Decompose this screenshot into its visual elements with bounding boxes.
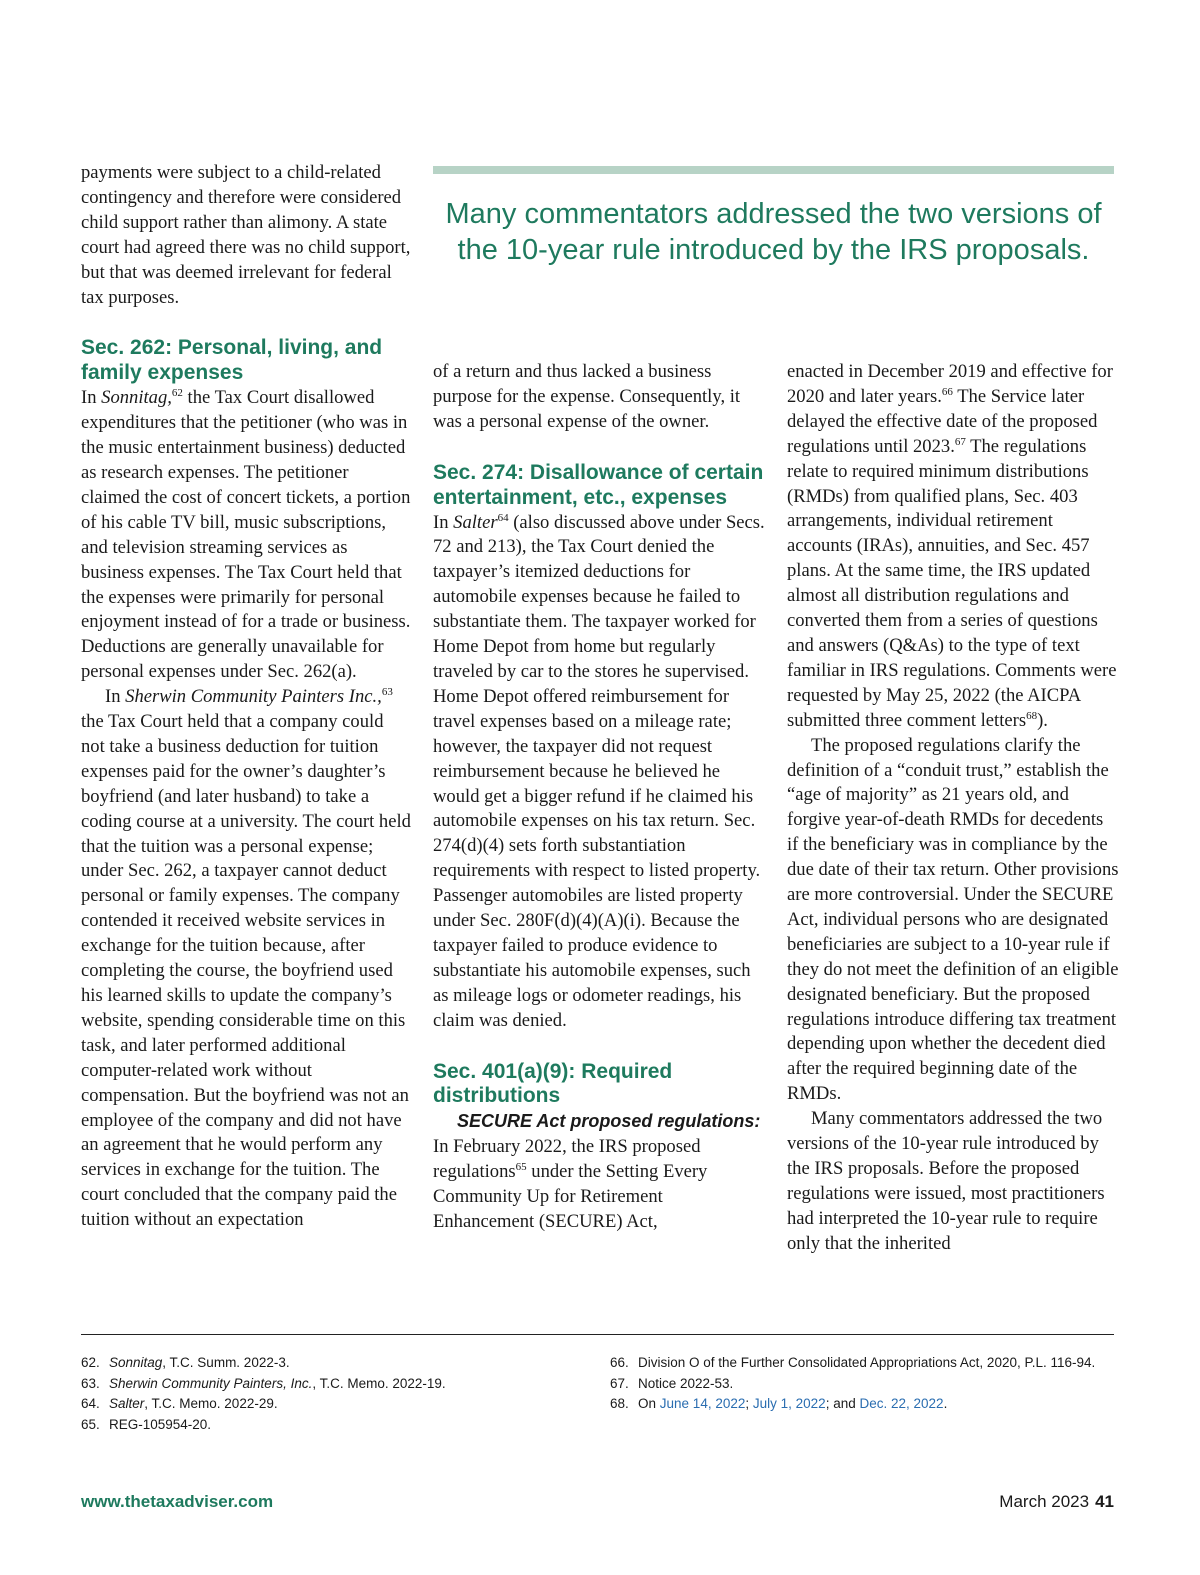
column-3 [787, 360, 1119, 1257]
comment-letter-link-2[interactable]: July 1, 2022 [752, 1396, 826, 1411]
footnote: 63. Sherwin Community Painters, Inc., T.C. Memo. 2022-19. [81, 1375, 446, 1391]
paragraph: Many commentators addressed the two versions of the 10-year rule introduced by the IRS proposals. Before the proposed regulations were issued, most practitioners had interpreted the 10-year rule to require only that the inherited [787, 1108, 1105, 1254]
column-2 [433, 360, 765, 1235]
footnotes-left [81, 1353, 581, 1435]
paragraph: In Sherwin Community Painters Inc.,$^{63}$ the Tax Court held that a company could not take a business deduction for tuition expenses paid for the owner’s daughter’s boyfriend (and later husband) to take a coding course at a university. The court held that the tuition was a personal expense; under Sec. 262, a taxpayer cannot deduct personal or family expenses. The company contended it received website services in exchange for the tuition because, after completing the course, the boyfriend used his learned skills to update the company’s website, spending considerable time on this task, and later performed additional computer-related work without compensation. But the boyfriend was not an employee of the company and did not have an agreement that he would perform any services in exchange for the tuition. The court concluded that the company paid the tuition without an expectation [81, 685, 411, 1231]
footnote: 66. Division O of the Further Consolidated Appropriations Act, 2020, P.L. 116-94. [610, 1355, 1096, 1370]
footer-website-link[interactable]: www.thetaxadviser.com [81, 1492, 274, 1511]
section-heading: Sec. 274: Disallowance of certain entertainment, etc., expenses [433, 460, 764, 509]
pull-quote-bar [433, 166, 1114, 174]
footnote-ref[interactable]: 64 [497, 511, 509, 524]
pull-quote: Many commentators addressed the two versions of the 10-year rule introduced by the IRS proposals. [445, 198, 1102, 266]
paragraph: payments were subject to a child-related contingency and therefore were considered child support rather than alimony. A state court had agreed there was no child support, but that was deemed irrelevant for federal tax purposes. [81, 162, 411, 308]
footer-issue [999, 1492, 1114, 1512]
section-heading: Sec. 401(a)(9): Required distributions [433, 1059, 673, 1108]
paragraph: In Salter$^{64}$ (also discussed above under Secs. 72 and 213), the Tax Court denied the taxpayer’s itemized deductions for automobile expenses because he failed to substantiate them. The taxpayer worked for Home Depot from home but regularly traveled by car to the stores he supervised. Home Depot offered reimbursement for travel expenses based on a mileage rate; however, the taxpayer did not request reimbursement because he believed he would get a bigger refund if he claimed his automobile expenses on his tax return. Sec. 274(d)(4) sets forth substantiation requirements with respect to listed property. Passenger automobiles are listed property under Sec. 280F(d)(4)(A)(i). Because the taxpayer failed to produce evidence to substantiate his automobile expenses, such as mileage logs or odometer readings, his claim was denied. [433, 511, 765, 1031]
footnote-ref[interactable]: 62 [171, 387, 183, 400]
paragraph: In Sonnitag,$^{62}$ the Tax Court disallowed expenditures that the petitioner (who was in the music entertainment business) deducted as research expenses. The petitioner claimed the cost of concert tickets, a portion of his cable TV bill, music subscriptions, and television streaming services as business expenses. The Tax Court held that the expenses were primarily for personal enjoyment instead of for a trade or business. Deductions are generally unavailable for personal expenses under Sec. 262(a). [81, 387, 411, 683]
footnote-ref[interactable]: 66 [941, 385, 953, 398]
footnote-ref[interactable]: 68 [1026, 709, 1038, 722]
case-name: Sherwin Community Painters Inc., [125, 686, 382, 708]
paragraph: The proposed regulations clarify the definition of a “conduit trust,” establish the “age of majority” as 21 years old, and forgive year-of-death RMDs for decedents if the beneficiary was in compliance by the due date of their tax return. Other provisions are more controversial. Under the SECURE Act, individual persons who are designated beneficiaries are subject to a 10-year rule if they do not meet the definition of an eligible designated beneficiary. But the proposed regulations introduce differing tax treatment depending upon whether the decedent died after the required beginning date of the RMDs. [787, 734, 1119, 1105]
footnote: 64. Salter, T.C. Memo. 2022-29. [81, 1396, 278, 1411]
section-heading: Sec. 262: Personal, living, and family expenses [81, 336, 383, 385]
footnote: 62. Sonnitag, T.C. Summ. 2022-3. [81, 1355, 290, 1370]
footnote: 68. On June 14, 2022; July 1, 2022; and Dec. 22, 2022. [610, 1396, 948, 1411]
footnotes-right [610, 1353, 1115, 1415]
case-name: Sonnitag, [101, 387, 172, 409]
footnote-ref[interactable]: 63 [381, 685, 393, 698]
footnote-ref[interactable]: 65 [515, 1161, 527, 1173]
comment-letter-link-1[interactable]: June 14, 2022 [659, 1396, 746, 1411]
paragraph: SECURE Act proposed regulations: In February 2022, the IRS proposed regulations$^{65}$ under the Setting Every Community Up for Retirement Enhancement (SECURE) Act, [433, 1111, 761, 1232]
footnote: 67. Notice 2022-53. [610, 1375, 734, 1391]
page-number: 41 [1095, 1492, 1114, 1511]
footnote-divider [81, 1334, 1114, 1335]
paragraph: of a return and thus lacked a business purpose for the expense. Consequently, it was a personal expense of the owner. [433, 361, 741, 432]
footnote-ref[interactable]: 67 [954, 435, 966, 448]
case-name: Salter [453, 511, 498, 533]
column-1 [81, 161, 411, 1233]
issue-date: March 2023 [999, 1492, 1090, 1511]
paragraph: enacted in December 2019 and effective for 2020 and later years.$^{66}$ The Service later delayed the effective date of the proposed regulations until 2023.67 The regulations relate to required minimum distributions (RMDs) from qualified plans, Sec. 403 arrangements, individual retirement accounts (IRAs), annuities, and Sec. 457 plans. At the same time, the IRS updated almost all distribution regulations and converted them from a series of questions and answers (Q&As) to the type of text familiar in IRS regulations. Comments were requested by May 25, 2022 (the AICPA submitted three comment letters$^{68}$). [787, 361, 1117, 731]
run-in-heading: SECURE Act proposed regulations: [457, 1111, 761, 1132]
comment-letter-link-3[interactable]: Dec. 22, 2022 [859, 1396, 944, 1411]
footnote: 65. REG-105954-20. [81, 1416, 212, 1432]
